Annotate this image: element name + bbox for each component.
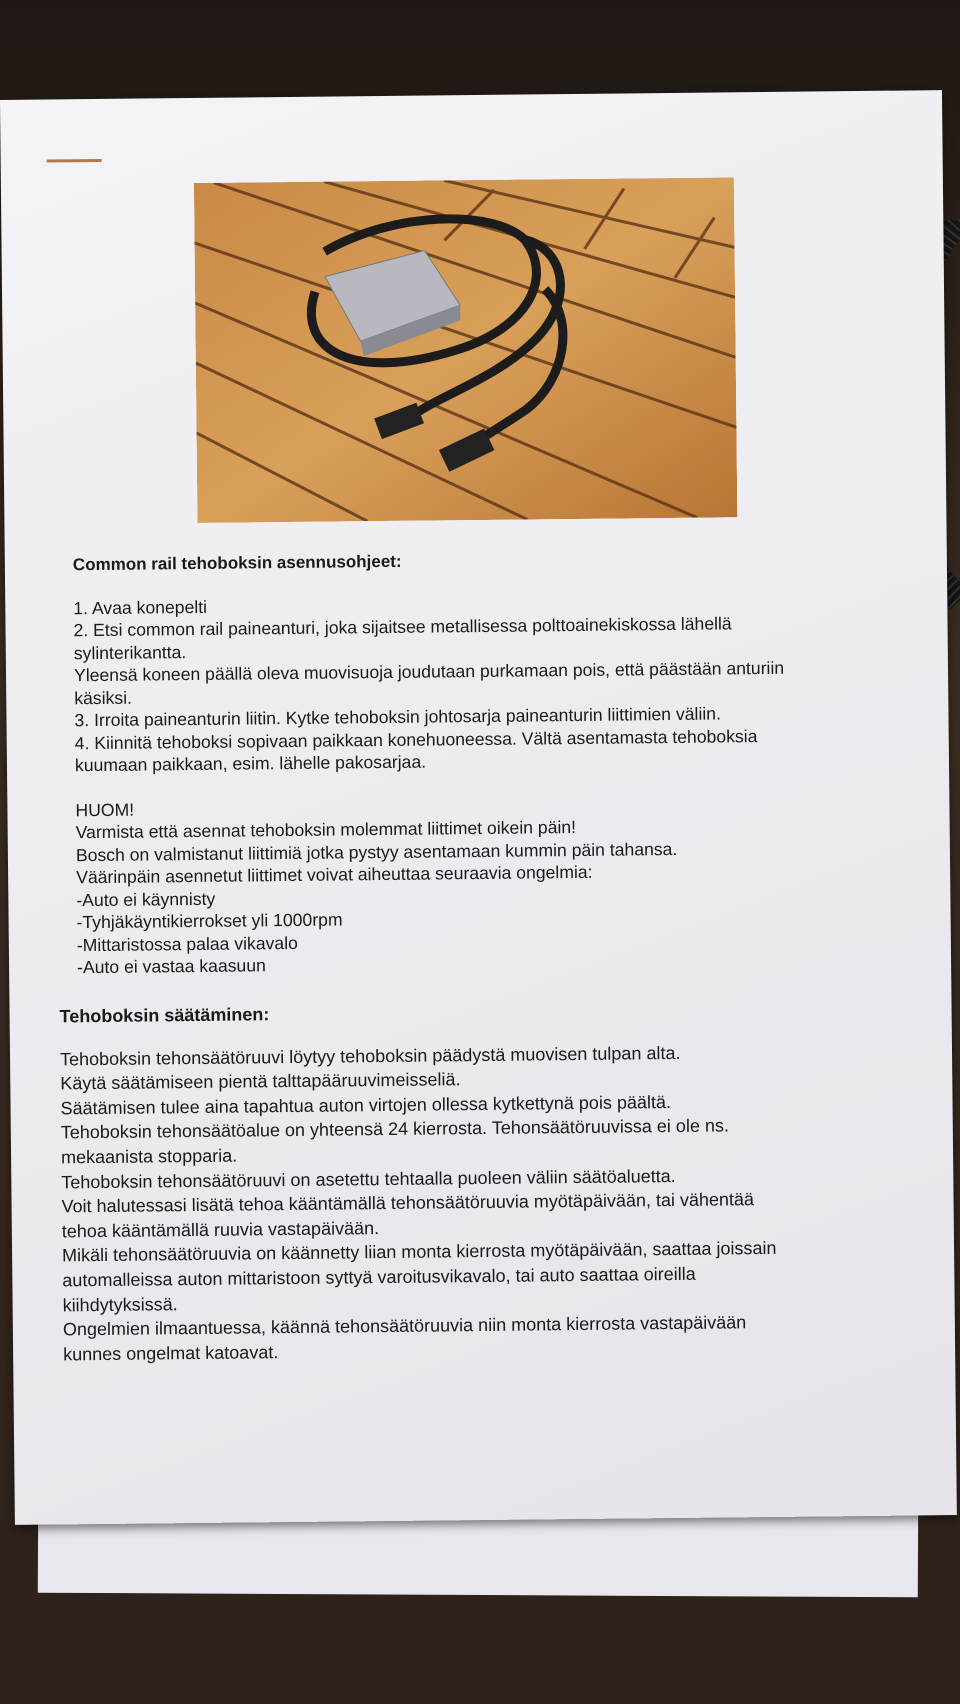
text-line: 3. Irroita paineanturin liitin. Kytke tehoboksin johtosarja paineanturin liittimien väliin. bbox=[74, 703, 722, 731]
note-line: -Auto ei käynnisty bbox=[76, 888, 216, 910]
text-line: automalleissa auton mittaristoon syttyä varoitusvikavalo, tai auto saattaa oireilla bbox=[62, 1263, 696, 1291]
note-line: Varmista että asennat tehoboksin molemmat liittimet oikein päin! bbox=[75, 817, 577, 843]
text-line: Voit halutessasi lisätä tehoa kääntämällä tehonsäätöruuvia myötäpäivään, tai vähentää bbox=[61, 1189, 755, 1217]
text-line: Säätämisen tulee aina tapahtua auton virtojen ollessa kytkettynä pois päältä. bbox=[60, 1091, 672, 1119]
note-line: -Tyhjäkäyntikierrokset yli 1000rpm bbox=[76, 909, 343, 933]
text-line: käsiksi. bbox=[74, 687, 133, 708]
text-line: 4. Kiinnitä tehoboksi sopivaan paikkaan konehuoneessa. Vältä asentamasta tehoboksia bbox=[74, 725, 758, 753]
text-line: 1. Avaa konepelti bbox=[73, 596, 208, 618]
text-line: Tehoboksin tehonsäätöalue on yhteensä 24 kierrosta. Tehonsäätöruuvissa ei ole ns. bbox=[60, 1115, 730, 1143]
text-line: kunnes ongelmat katoavat. bbox=[63, 1341, 279, 1365]
text-line: kiihdytyksissä. bbox=[62, 1293, 178, 1315]
text-line: Käytä säätämiseen pientä talttapääruuvimeisseliä. bbox=[60, 1069, 461, 1094]
text-line: Tehoboksin tehonsäätöruuvi on asetettu tehtaalla puoleen väliin säätöaluetta. bbox=[61, 1165, 676, 1192]
text-line: mekaanista stopparia. bbox=[60, 1145, 238, 1168]
note-heading: HUOM! bbox=[75, 799, 135, 820]
adjustment-instructions bbox=[59, 995, 943, 1367]
document-page bbox=[0, 90, 957, 1525]
text-line: Tehoboksin tehonsäätöruuvi löytyy tehoboksin päädystä muovisen tulpan alta. bbox=[59, 1042, 681, 1070]
text-line: sylinterikantta. bbox=[73, 641, 187, 663]
note-line: -Auto ei vastaa kaasuun bbox=[76, 955, 266, 978]
staple-mark bbox=[47, 159, 102, 163]
product-photo bbox=[194, 177, 738, 523]
text-line: Mikäli tehonsäätöruuvia on käännetty liian monta kierrosta myötäpäivään, saattaa joissain bbox=[62, 1238, 777, 1266]
installation-instructions bbox=[73, 545, 937, 978]
text-line: 2. Etsi common rail paineanturi, joka sijaitsee metallisessa polttoainekiskossa lähellä bbox=[73, 613, 732, 641]
text-line: Yleensä koneen päällä oleva muovisuoja joudutaan purkamaan pois, että päästään anturiin bbox=[73, 657, 785, 686]
text-line: tehoa kääntämällä ruuvia vastapäivään. bbox=[61, 1217, 380, 1242]
text-line: Ongelmien ilmaantuessa, käännä tehonsäätöruuvia niin monta kierrosta vastapäivään bbox=[62, 1312, 747, 1340]
section-heading: Common rail tehoboksin asennusohjeet: bbox=[72, 551, 402, 575]
section-heading: Tehoboksin säätäminen: bbox=[59, 1004, 270, 1027]
text-line: kuumaan paikkaan, esim. lähelle pakosarjaa. bbox=[74, 751, 427, 776]
note-line: -Mittaristossa palaa vikavalo bbox=[76, 932, 298, 955]
note-line: Väärinpäin asennetut liittimet voivat aiheuttaa seuraavia ongelmia: bbox=[76, 861, 593, 888]
note-line: Bosch on valmistanut liittimiä jotka pystyy asentamaan kummin päin tahansa. bbox=[75, 838, 678, 865]
